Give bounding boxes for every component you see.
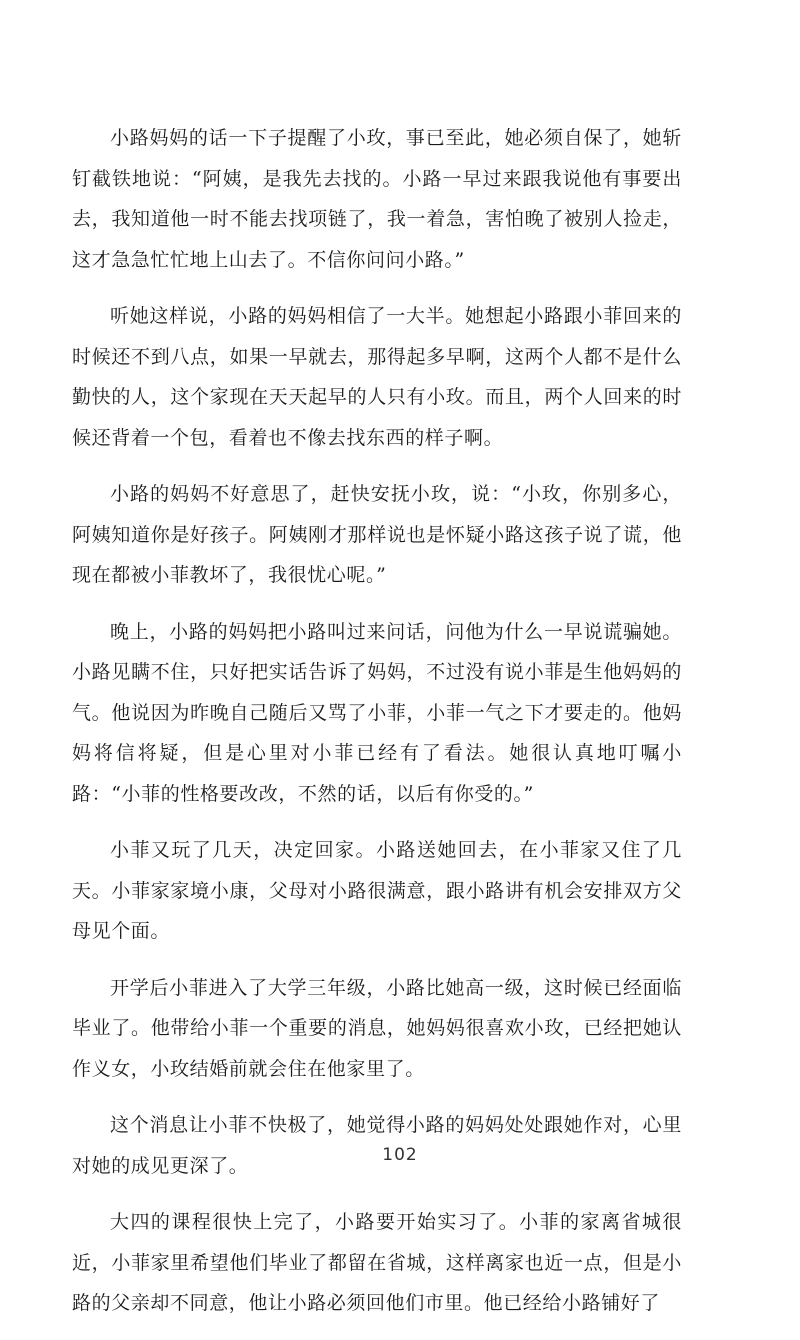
- paragraph: 晚上，小路的妈妈把小路叫过来问话，问他为什么一早说谎骗她。小路见瞒不住，只好把实话告诉了妈妈，不过没有说小菲是生他妈妈的气。他说因为昨晚自己随后又骂了小菲，小菲一气之下才要走的。他妈妈将信将疑，但是心里对小菲已经有了看法。她很认真地叮嘱小路：“小菲的性格要改改，不然的话，以后有你受的。”: [72, 620, 682, 805]
- paragraph: 小路的妈妈不好意思了，赶快安抚小玫，说：“小玫，你别多心，阿姨知道你是好孩子。阿姨刚才那样说也是怀疑小路这孩子说了谎，他现在都被小菲教坏了，我很忧心呢。”: [72, 483, 682, 586]
- paragraph: 大四的课程很快上完了，小路要开始实习了。小菲的家离省城很近，小菲家里希望他们毕业了都留在省城，这样离家也近一点，但是小路的父亲却不同意，他让小路必须回他们市里。他已经给小路铺好了: [72, 1211, 682, 1314]
- paragraph: 开学后小菲进入了大学三年级，小路比她高一级，这时候已经面临毕业了。他带给小菲一个重要的消息，她妈妈很喜欢小玫，已经把她认作义女，小玫结婚前就会住在他家里了。: [72, 976, 682, 1080]
- paragraph: 这个消息让小菲不快极了，她觉得小路的妈妈处处跟她作对，心里对她的成见更深了。: [72, 1114, 682, 1177]
- paragraph: 小菲又玩了几天，决定回家。小路送她回去，在小菲家又住了几天。小菲家家境小康，父母对小路很满意，跟小路讲有机会安排双方父母见个面。: [72, 839, 682, 942]
- page-number: 102: [382, 1145, 418, 1165]
- paragraph: 小路妈妈的话一下子提醒了小玫，事已至此，她必须自保了，她斩钉截铁地说：“阿姨，是我先去找的。小路一早过来跟我说他有事要出去，我知道他一时不能去找项链了，我一着急，害怕晚了被别人捡走，这才急急忙忙地上山去了。不信你问问小路。”: [72, 127, 682, 271]
- paragraph: 听她这样说，小路的妈妈相信了一大半。她想起小路跟小菲回来的时候还不到八点，如果一早就去，那得起多早啊，这两个人都不是什么勤快的人，这个家现在天天起早的人只有小玫。而且，两个人回来的时候还背着一个包，看着也不像去找东西的样子啊。: [72, 305, 682, 449]
